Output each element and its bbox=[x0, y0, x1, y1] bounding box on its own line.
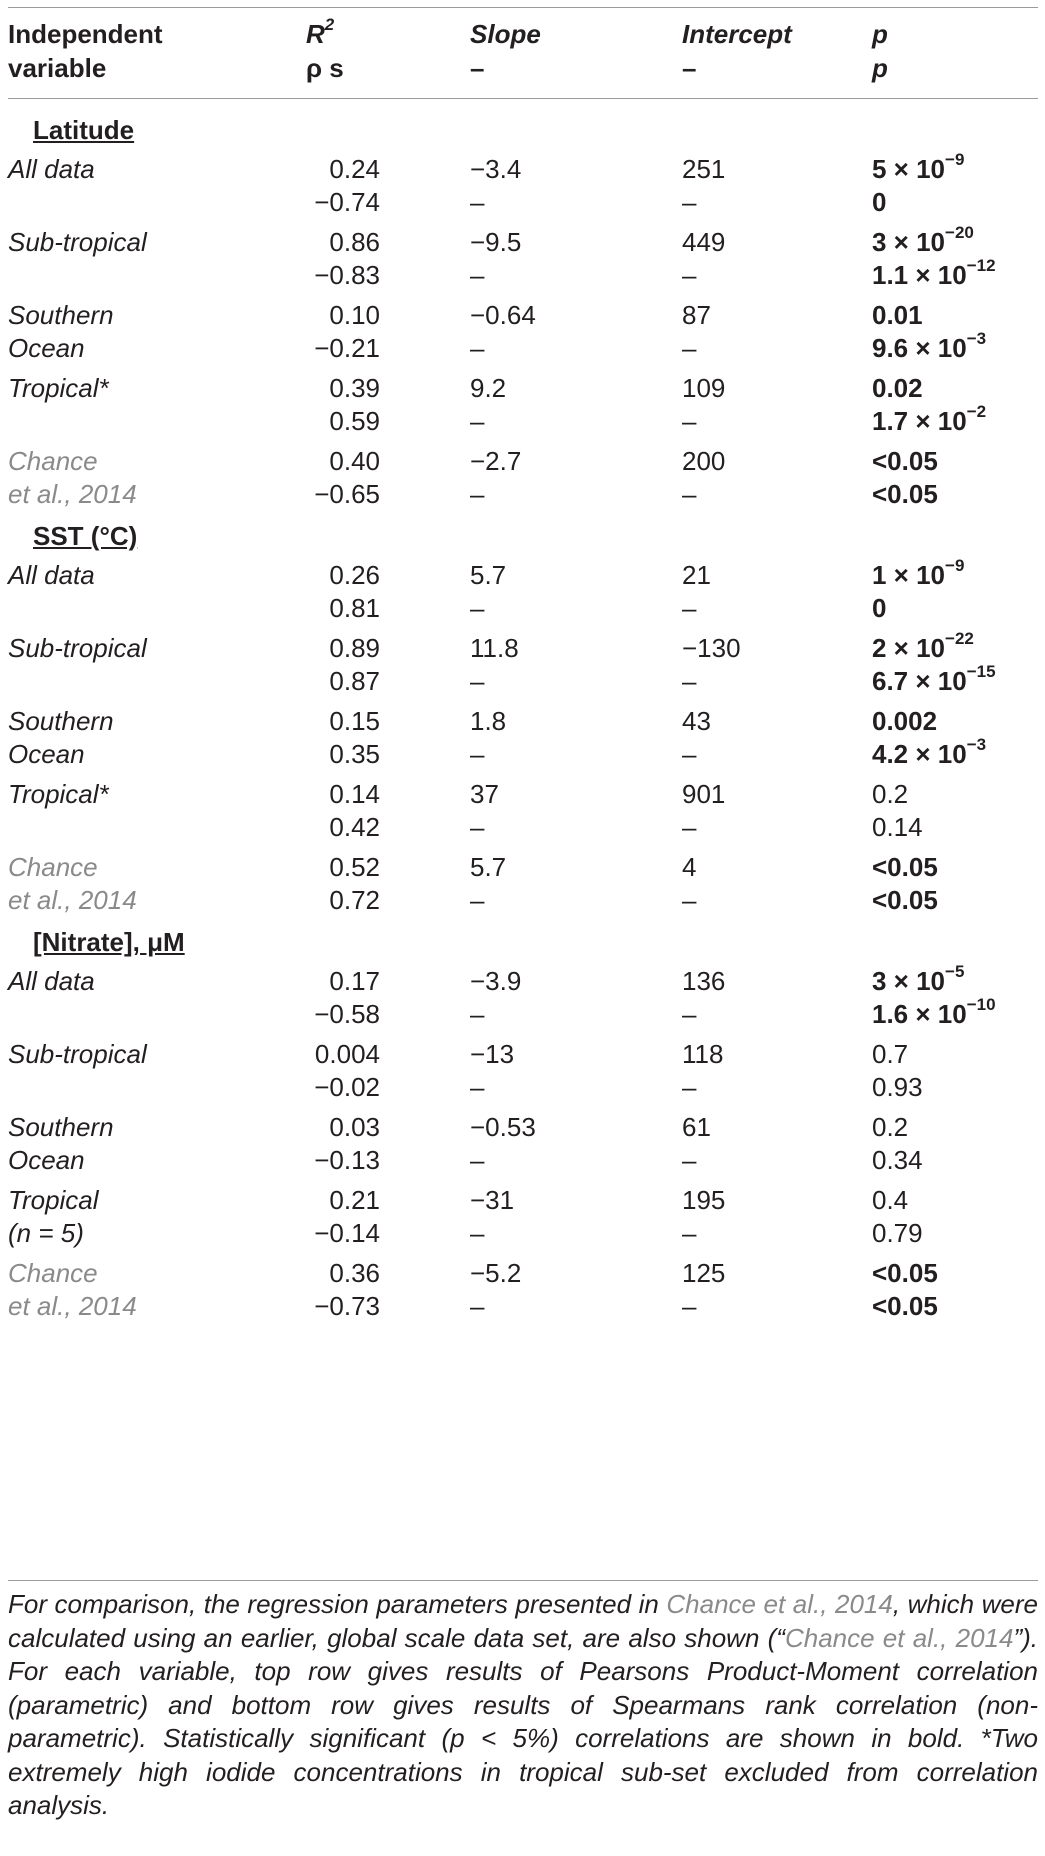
row-label: All data bbox=[8, 154, 95, 184]
cell-p-value bbox=[872, 851, 938, 883]
p-value-base: 9.6 × 10 bbox=[872, 333, 967, 363]
row-label: Chance bbox=[8, 1258, 98, 1288]
cell-p-value bbox=[872, 778, 908, 810]
row-label: Southern bbox=[8, 706, 114, 736]
cell-slope: – bbox=[470, 1291, 485, 1321]
section-heading: [Nitrate], μM bbox=[33, 927, 185, 957]
cell-slope: −2.7 bbox=[470, 446, 522, 476]
footnote-text-3: ”). For each variable, top row gives results of Pearsons Product-Moment correlation (parametric) and bottom row gives results of Spearmans rank correlation (non-parametric). Statistically significant (p < 5%) correlations are shown in bold. *Two extremely high iodide concentrations in tropical sub-set excluded from correlation analysis. bbox=[8, 1622, 1038, 1820]
header-intercept: Intercept bbox=[682, 19, 792, 49]
p-value-base: <0.05 bbox=[872, 1258, 938, 1288]
cell-p-value bbox=[872, 1217, 923, 1249]
p-value-base: 0 bbox=[872, 593, 887, 623]
row-label: Tropical* bbox=[8, 779, 109, 809]
cell-r-value: 0.59 bbox=[329, 406, 380, 436]
header-independent-variable: Independent bbox=[8, 19, 163, 49]
p-value-exponent: −9 bbox=[945, 150, 965, 170]
cell-slope: – bbox=[470, 1145, 485, 1175]
p-value-exponent: −15 bbox=[966, 662, 996, 682]
cell-intercept: 43 bbox=[682, 706, 711, 736]
cell-intercept: – bbox=[682, 593, 697, 623]
row-label: Chance bbox=[8, 852, 98, 882]
cell-p-value bbox=[872, 1184, 908, 1216]
row-label: Sub-tropical bbox=[8, 1039, 147, 1069]
cell-p-value bbox=[872, 1038, 908, 1070]
p-value-base: 0.2 bbox=[872, 779, 909, 809]
p-value-base: 3 × 10 bbox=[872, 966, 946, 996]
p-value-base: 3 × 10 bbox=[872, 227, 946, 257]
bottom-rule bbox=[8, 1580, 1038, 1581]
p-value-base: 1.6 × 10 bbox=[872, 999, 967, 1029]
cell-r-value: 0.87 bbox=[329, 666, 380, 696]
cell-slope: −3.4 bbox=[470, 154, 522, 184]
cell-r-value: 0.89 bbox=[329, 633, 380, 663]
cell-intercept: – bbox=[682, 1218, 697, 1248]
footnote-citation-link-2[interactable]: Chance et al., 2014 bbox=[784, 1622, 1014, 1653]
cell-slope: −13 bbox=[470, 1039, 515, 1069]
table-footnote bbox=[8, 1588, 1038, 1823]
cell-intercept: – bbox=[682, 739, 697, 769]
cell-intercept: 4 bbox=[682, 852, 697, 882]
cell-r-value: 0.14 bbox=[329, 779, 380, 809]
cell-r-value: 0.15 bbox=[329, 706, 380, 736]
cell-r-value: −0.83 bbox=[314, 260, 380, 290]
row-label: et al., 2014 bbox=[8, 1291, 137, 1321]
cell-p-value bbox=[872, 329, 987, 364]
cell-intercept: – bbox=[682, 1072, 697, 1102]
p-value-base: 1.7 × 10 bbox=[872, 406, 967, 436]
cell-r-value: −0.21 bbox=[314, 333, 380, 363]
header-p: p bbox=[872, 19, 888, 49]
row-label: Chance bbox=[8, 446, 98, 476]
row-label: (n = 5) bbox=[8, 1218, 84, 1248]
cell-p-value bbox=[872, 478, 938, 510]
cell-slope: 11.8 bbox=[470, 633, 519, 663]
section-heading: Latitude bbox=[33, 115, 135, 145]
cell-slope: – bbox=[470, 593, 485, 623]
cell-r-value: 0.17 bbox=[329, 966, 380, 996]
row-label: Ocean bbox=[8, 333, 85, 363]
cell-slope: – bbox=[470, 1072, 485, 1102]
cell-r-value: −0.14 bbox=[314, 1218, 380, 1248]
cell-r-value: 0.72 bbox=[329, 885, 380, 915]
cell-intercept: 901 bbox=[682, 779, 726, 809]
cell-r-value: 0.35 bbox=[329, 739, 380, 769]
footnote-text-1: For comparison, the regression parameters presented in bbox=[8, 1589, 667, 1619]
cell-slope: 1.8 bbox=[470, 706, 507, 736]
cell-slope: 37 bbox=[470, 779, 499, 809]
cell-intercept: – bbox=[682, 406, 697, 436]
footnote-citation-link-1[interactable]: Chance et al., 2014 bbox=[666, 1589, 893, 1619]
p-value-exponent: −10 bbox=[966, 995, 996, 1015]
p-value-exponent: −5 bbox=[945, 962, 965, 982]
cell-slope: – bbox=[470, 479, 485, 509]
cell-intercept: 21 bbox=[682, 560, 711, 590]
row-label: Southern bbox=[8, 1112, 114, 1142]
p-value-base: 1.1 × 10 bbox=[872, 260, 967, 290]
cell-intercept: −130 bbox=[682, 633, 741, 663]
p-value-base: 0.34 bbox=[872, 1145, 923, 1175]
cell-p-value bbox=[872, 150, 965, 185]
header-rho-s: ρ s bbox=[306, 53, 344, 83]
cell-intercept: 136 bbox=[682, 966, 726, 996]
p-value-base: 1 × 10 bbox=[872, 560, 946, 590]
cell-slope: – bbox=[470, 1218, 485, 1248]
cell-r-value: −0.02 bbox=[314, 1072, 380, 1102]
cell-r-value: 0.52 bbox=[329, 852, 380, 882]
cell-p-value bbox=[872, 1290, 938, 1322]
p-value-base: 0.7 bbox=[872, 1039, 909, 1069]
row-label: Sub-tropical bbox=[8, 633, 147, 663]
cell-intercept: 87 bbox=[682, 300, 711, 330]
p-value-exponent: −20 bbox=[945, 223, 974, 243]
p-value-exponent: −3 bbox=[966, 329, 987, 349]
cell-p-value bbox=[872, 811, 923, 843]
cell-p-value bbox=[872, 186, 886, 218]
cell-slope: – bbox=[470, 739, 485, 769]
cell-p-value bbox=[872, 556, 965, 591]
cell-slope: −31 bbox=[470, 1185, 515, 1215]
cell-r-value: 0.24 bbox=[329, 154, 380, 184]
p-value-exponent: −12 bbox=[966, 256, 996, 276]
cell-intercept: – bbox=[682, 333, 697, 363]
p-value-base: 0.2 bbox=[872, 1112, 909, 1142]
p-value-base: 0.01 bbox=[872, 300, 923, 330]
cell-r-value: 0.81 bbox=[329, 593, 380, 623]
cell-intercept: – bbox=[682, 885, 697, 915]
cell-r-value: −0.74 bbox=[314, 187, 380, 217]
header-p-line2: p bbox=[872, 53, 888, 83]
cell-intercept: – bbox=[682, 479, 697, 509]
cell-p-value bbox=[872, 1071, 923, 1103]
cell-intercept: 251 bbox=[682, 154, 726, 184]
header-slope-line2: – bbox=[470, 53, 485, 83]
cell-slope: −3.9 bbox=[470, 966, 522, 996]
row-label: Tropical* bbox=[8, 373, 109, 403]
p-value-base: 5 × 10 bbox=[872, 154, 946, 184]
p-value-base: 0.14 bbox=[872, 812, 923, 842]
cell-intercept: 61 bbox=[682, 1112, 711, 1142]
cell-p-value bbox=[872, 372, 923, 404]
cell-intercept: – bbox=[682, 1145, 697, 1175]
cell-p-value bbox=[872, 662, 996, 697]
cell-intercept: – bbox=[682, 1291, 697, 1321]
cell-p-value bbox=[872, 223, 974, 258]
cell-slope: −0.64 bbox=[470, 300, 536, 330]
cell-intercept: – bbox=[682, 187, 697, 217]
p-value-base: 0 bbox=[872, 187, 887, 217]
p-value-base: 0.4 bbox=[872, 1185, 909, 1215]
p-value-base: <0.05 bbox=[872, 852, 938, 882]
p-value-exponent: −9 bbox=[945, 556, 965, 576]
cell-intercept: 118 bbox=[682, 1039, 724, 1069]
cell-r-value: 0.03 bbox=[329, 1112, 380, 1142]
p-value-base: <0.05 bbox=[872, 446, 938, 476]
p-value-base: <0.05 bbox=[872, 1291, 938, 1321]
cell-p-value bbox=[872, 1111, 908, 1143]
cell-intercept: 125 bbox=[682, 1258, 726, 1288]
top-rule bbox=[8, 7, 1038, 8]
cell-p-value bbox=[872, 299, 923, 331]
p-value-base: <0.05 bbox=[872, 479, 938, 509]
cell-slope: −5.2 bbox=[470, 1258, 522, 1288]
row-label: Ocean bbox=[8, 739, 85, 769]
cell-p-value bbox=[872, 962, 965, 997]
cell-intercept: 449 bbox=[682, 227, 726, 257]
cell-p-value bbox=[872, 256, 996, 291]
cell-r-value: 0.42 bbox=[329, 812, 380, 842]
cell-slope: – bbox=[470, 666, 485, 696]
cell-r-value: 0.26 bbox=[329, 560, 380, 590]
row-label: et al., 2014 bbox=[8, 885, 137, 915]
cell-p-value bbox=[872, 705, 937, 737]
cell-intercept: – bbox=[682, 666, 697, 696]
cell-r-value: 0.39 bbox=[329, 373, 380, 403]
cell-slope: – bbox=[470, 406, 485, 436]
cell-r-value: 0.36 bbox=[329, 1258, 380, 1288]
header-r-squared: $R^2$ bbox=[306, 15, 335, 49]
header-slope: Slope bbox=[470, 19, 541, 49]
cell-slope: – bbox=[470, 187, 485, 217]
cell-p-value bbox=[872, 995, 996, 1030]
row-label: All data bbox=[8, 560, 95, 590]
cell-p-value bbox=[872, 1144, 923, 1176]
cell-intercept: 109 bbox=[682, 373, 726, 403]
header-independent-variable-line2: variable bbox=[8, 53, 107, 83]
cell-r-value: 0.40 bbox=[329, 446, 380, 476]
cell-slope: – bbox=[470, 812, 485, 842]
p-value-base: 0.002 bbox=[872, 706, 938, 736]
section-heading: SST (°C) bbox=[33, 521, 138, 551]
cell-slope: – bbox=[470, 885, 485, 915]
cell-p-value bbox=[872, 402, 987, 437]
p-value-base: 0.79 bbox=[872, 1218, 923, 1248]
cell-r-value: −0.58 bbox=[314, 999, 380, 1029]
cell-slope: −0.53 bbox=[470, 1112, 536, 1142]
row-label: Tropical bbox=[8, 1185, 99, 1215]
cell-slope: – bbox=[470, 260, 485, 290]
cell-r-value: 0.10 bbox=[329, 300, 380, 330]
row-label: Sub-tropical bbox=[8, 227, 147, 257]
cell-slope: −9.5 bbox=[470, 227, 522, 257]
cell-slope: 5.7 bbox=[470, 852, 507, 882]
header-rule bbox=[8, 98, 1038, 99]
p-value-exponent: −3 bbox=[966, 735, 987, 755]
p-value-base: 6.7 × 10 bbox=[872, 666, 967, 696]
cell-p-value bbox=[872, 445, 938, 477]
cell-slope: 5.7 bbox=[470, 560, 507, 590]
p-value-exponent: −22 bbox=[945, 629, 974, 649]
cell-r-value: −0.73 bbox=[314, 1291, 380, 1321]
cell-r-value: −0.13 bbox=[314, 1145, 380, 1175]
row-label: Southern bbox=[8, 300, 114, 330]
footnote-text-2: , which were calculated using an earlier, global scale data set, are also shown (“ bbox=[8, 1589, 1039, 1653]
cell-r-value: 0.21 bbox=[329, 1185, 380, 1215]
p-value-base: 2 × 10 bbox=[872, 633, 946, 663]
cell-p-value bbox=[872, 592, 886, 624]
cell-intercept: 195 bbox=[682, 1185, 726, 1215]
p-value-exponent: −2 bbox=[966, 402, 987, 422]
p-value-base: 0.93 bbox=[872, 1072, 923, 1102]
header-intercept-line2: – bbox=[682, 53, 697, 83]
row-label: Ocean bbox=[8, 1145, 85, 1175]
cell-intercept: – bbox=[682, 999, 697, 1029]
p-value-base: 0.02 bbox=[872, 373, 923, 403]
cell-slope: – bbox=[470, 333, 485, 363]
p-value-base: 4.2 × 10 bbox=[872, 739, 967, 769]
cell-slope: – bbox=[470, 999, 485, 1029]
cell-r-value: −0.65 bbox=[314, 479, 380, 509]
cell-intercept: 200 bbox=[682, 446, 726, 476]
row-label: All data bbox=[8, 966, 95, 996]
cell-intercept: – bbox=[682, 260, 697, 290]
cell-intercept: – bbox=[682, 812, 697, 842]
p-value-base: <0.05 bbox=[872, 885, 938, 915]
cell-slope: 9.2 bbox=[470, 373, 507, 403]
cell-r-value: 0.004 bbox=[314, 1039, 380, 1069]
cell-p-value bbox=[872, 629, 974, 664]
cell-p-value bbox=[872, 884, 938, 916]
cell-p-value bbox=[872, 735, 987, 770]
cell-p-value bbox=[872, 1257, 938, 1289]
cell-r-value: 0.86 bbox=[329, 227, 380, 257]
row-label: et al., 2014 bbox=[8, 479, 137, 509]
